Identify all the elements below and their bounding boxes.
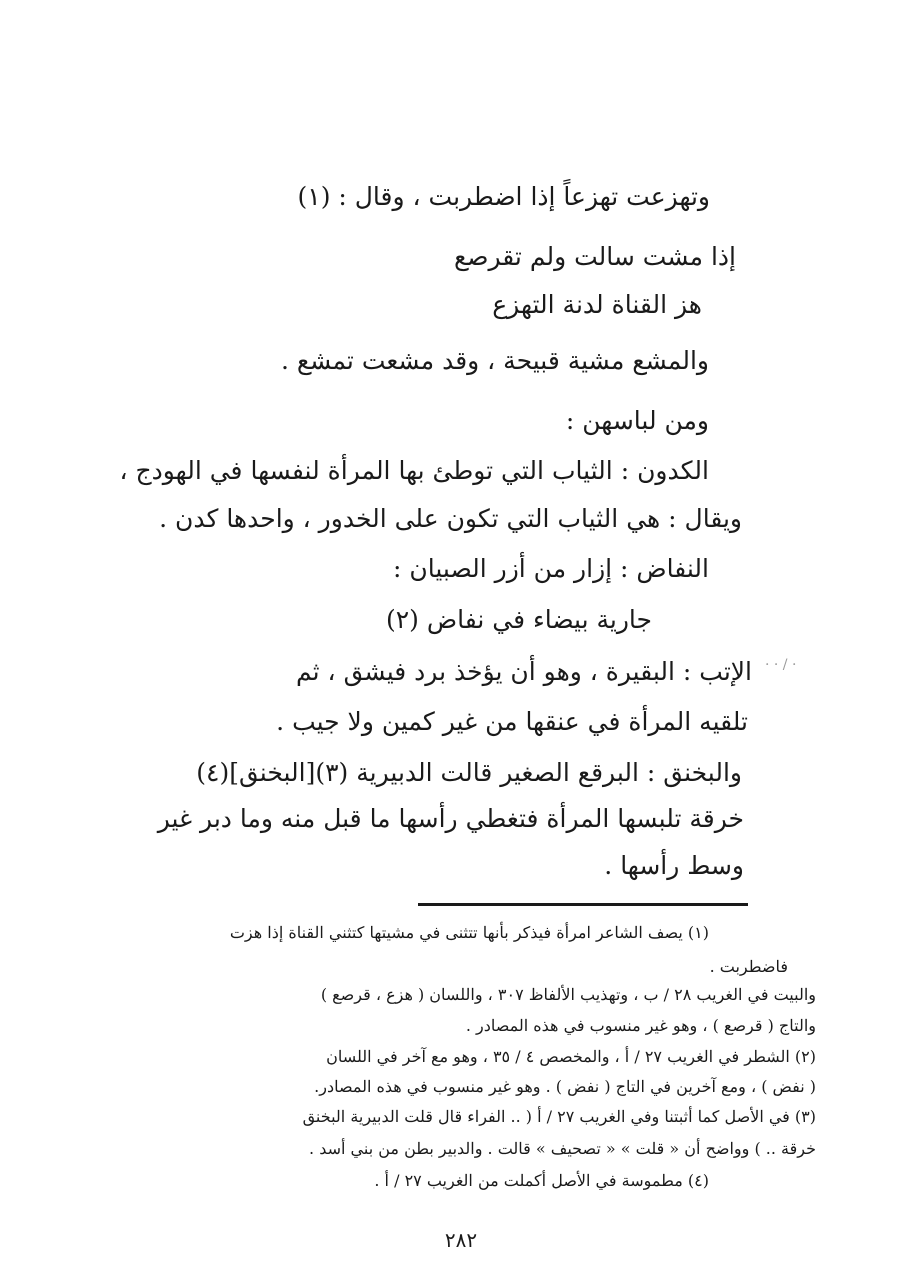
page-number: ٢٨٢ (444, 1228, 478, 1252)
body-line-8: والبخنق : البرقع الصغير قالت الدبيرية (٣)[البخنق](٤) (196, 758, 742, 787)
body-line-10: وسط رأسها . (604, 851, 744, 880)
footnote-divider (418, 903, 748, 906)
poem-line-3: جارية بيضاء في نفاض (٢) (385, 605, 652, 634)
body-line-9: خرقة تلبسها المرأة فتغطي رأسها ما قبل منه وما دبر غير (157, 804, 744, 833)
body-line-3: الكدون : الثياب التي توطئ بها المرأة لنفسها في الهودج ، (119, 456, 709, 485)
section-heading: ومن لباسهن : (565, 406, 709, 435)
body-line-4: ويقال : هي الثياب التي تكون على الخدور ، واحدها كدن . (159, 504, 742, 533)
footnote-line-1: (١) يصف الشاعر امرأة فيذكر بأنها تتثنى في مشيتها كتثني القناة إذا هزت (229, 923, 709, 942)
footnote-line-9: (٤) مطموسة في الأصل أكملت من الغريب ٢٧ / أ . (374, 1171, 709, 1190)
footnote-line-6: ( نفض ) ، ومع آخرين في التاج ( نفض ) . وهو غير منسوب في هذه المصادر. (314, 1077, 816, 1096)
footnote-line-2: فاضطربت . (709, 957, 788, 976)
footnote-line-8: خرقة .. ) وواضح أن « قلت » « تصحيف » قالت . والدبير بطن من بني أسد . (309, 1139, 816, 1158)
body-line-1: وتهزعت تهزعاً إذا اضطربت ، وقال : (١) (297, 182, 710, 211)
poem-line-1: إذا مشت سالت ولم تقرصع (453, 242, 736, 271)
body-line-6: الإتب : البقيرة ، وهو أن يؤخذ برد فيشق ، ثم (296, 657, 752, 686)
body-line-7: تلقيه المرأة في عنقها من غير كمين ولا جيب . (276, 707, 748, 736)
footnote-line-4: والتاج ( قرصع ) ، وهو غير منسوب في هذه المصادر . (465, 1016, 816, 1035)
footnote-line-5: (٢) الشطر في الغريب ٢٧ / أ ، والمخصص ٤ / ٣٥ ، وهو مع آخر في اللسان (326, 1047, 816, 1066)
poem-line-2: هز القناة لدنة التهزع (492, 290, 702, 319)
body-line-2: والمشع مشية قبيحة ، وقد مشعت تمشع . (280, 346, 709, 375)
body-line-5: النفاض : إزار من أزر الصبيان : (393, 554, 709, 583)
margin-mark: · · / · (765, 657, 797, 673)
footnote-line-3: والبيت في الغريب ٢٨ / ب ، وتهذيب الألفاظ ٣٠٧ ، واللسان ( هزع ، قرصع ) (320, 985, 816, 1004)
footnote-line-7: (٣) في الأصل كما أثبتنا وفي الغريب ٢٧ / أ ( .. الفراء قال قلت الدبيرية البخنق (302, 1107, 816, 1126)
